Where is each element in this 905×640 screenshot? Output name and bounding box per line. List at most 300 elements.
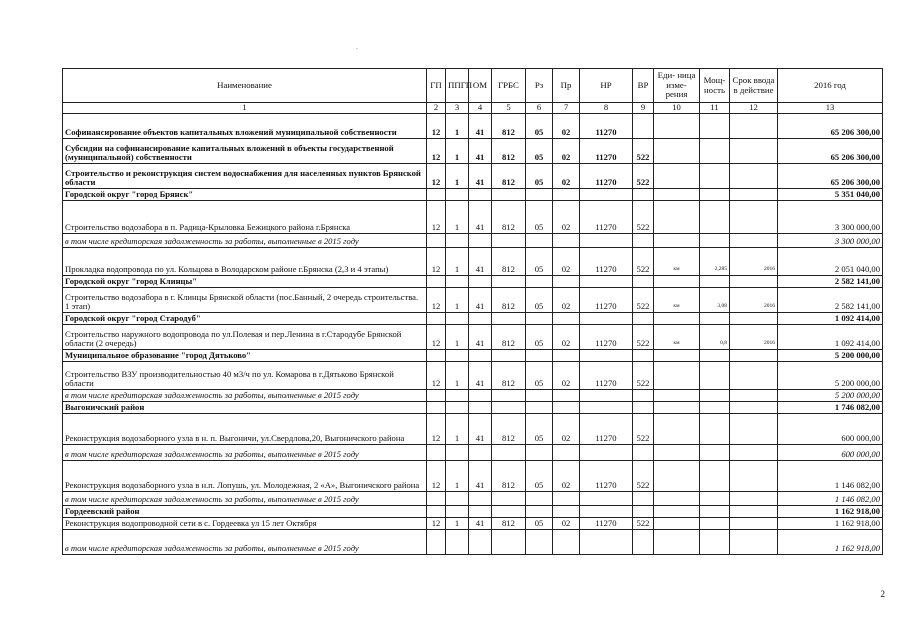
row-rz-cell [526,350,553,362]
row-gp-cell [427,530,446,555]
row-rz-cell [526,313,553,325]
row-vr-cell [633,189,654,201]
row-name-cell: Прокладка водопровода по ул. Кольцова в Володарском районе г.Брянска (2,3 и 4 этапы) [63,248,427,276]
row-pr-cell: 02 [553,414,580,445]
row-unit-cell [654,362,700,390]
row-capacity-cell [700,276,730,288]
row-om-cell: 41 [469,201,492,234]
row-term-cell [730,445,778,461]
row-rz-cell: 05 [526,201,553,234]
row-ppgp-cell: 1 [446,114,469,139]
row-grbs-cell: 812 [492,461,526,492]
row-term-cell [730,350,778,362]
row-capacity-cell [700,164,730,189]
row-grbs-cell: 812 [492,201,526,234]
table-row [63,313,883,325]
row-ppgp-cell [446,530,469,555]
col-number: 13 [778,103,883,114]
row-pr-cell: 02 [553,114,580,139]
row-term-cell [730,276,778,288]
row-nr-cell: 11270 [580,362,633,390]
row-pr-cell [553,276,580,288]
row-name-cell: Субсидии на софинансирование капитальных вложений в объекты государственной (муниципальной) собственности [63,139,427,164]
row-unit-cell [654,461,700,492]
row-capacity-cell [700,139,730,164]
row-amount-cell: 1 746 082,00 [778,402,883,414]
row-pr-cell: 02 [553,362,580,390]
row-unit-cell: км [654,325,700,350]
row-nr-cell [580,402,633,414]
row-nr-cell: 11270 [580,201,633,234]
row-amount-cell: 1 162 918,00 [778,518,883,530]
row-vr-cell [633,313,654,325]
row-grbs-cell [492,530,526,555]
row-amount-cell: 1 146 082,00 [778,461,883,492]
row-om-cell: 41 [469,518,492,530]
row-unit-cell [654,506,700,518]
table-row [63,445,883,461]
row-capacity-cell [700,114,730,139]
row-om-cell [469,313,492,325]
row-name-cell: в том числе кредиторская задолженность за работы, выполненные в 2015 году [63,445,427,461]
row-vr-cell: 522 [633,288,654,313]
row-capacity-cell [700,313,730,325]
row-nr-cell: 11270 [580,248,633,276]
row-rz-cell: 05 [526,248,553,276]
row-nr-cell [580,492,633,506]
row-ppgp-cell: 1 [446,461,469,492]
row-om-cell [469,390,492,402]
row-ppgp-cell [446,492,469,506]
row-ppgp-cell: 1 [446,164,469,189]
row-vr-cell: 522 [633,325,654,350]
row-om-cell [469,234,492,248]
col-header-unit: Еди- ница изме- рения [654,69,700,103]
row-grbs-cell [492,350,526,362]
row-gp-cell: 12 [427,114,446,139]
row-capacity-cell [700,390,730,402]
table-row [63,114,883,139]
row-unit-cell [654,164,700,189]
row-unit-cell [654,518,700,530]
row-capacity-cell [700,461,730,492]
row-rz-cell [526,276,553,288]
row-name-cell: Выгоничский район [63,402,427,414]
table-row [63,248,883,276]
row-amount-cell: 600 000,00 [778,414,883,445]
row-rz-cell [526,445,553,461]
row-nr-cell: 11270 [580,518,633,530]
row-om-cell [469,445,492,461]
row-nr-cell [580,350,633,362]
row-amount-cell: 1 162 918,00 [778,530,883,555]
row-pr-cell: 02 [553,518,580,530]
row-capacity-cell [700,414,730,445]
row-pr-cell [553,530,580,555]
row-om-cell [469,402,492,414]
row-name-cell: Городской округ "город Клинцы" [63,276,427,288]
row-om-cell: 41 [469,461,492,492]
row-unit-cell [654,414,700,445]
row-om-cell [469,506,492,518]
row-gp-cell [427,506,446,518]
row-om-cell [469,189,492,201]
row-pr-cell: 02 [553,325,580,350]
row-om-cell [469,276,492,288]
row-grbs-cell [492,492,526,506]
row-nr-cell: 11270 [580,114,633,139]
row-amount-cell: 5 200 000,00 [778,350,883,362]
row-grbs-cell: 812 [492,288,526,313]
row-amount-cell: 5 200 000,00 [778,390,883,402]
row-pr-cell [553,390,580,402]
row-pr-cell [553,313,580,325]
row-vr-cell [633,445,654,461]
row-term-cell: 2016 [730,248,778,276]
row-gp-cell: 12 [427,362,446,390]
row-grbs-cell: 812 [492,114,526,139]
row-term-cell [730,506,778,518]
row-rz-cell: 05 [526,325,553,350]
col-header-nr: НР [580,69,633,103]
row-vr-cell [633,402,654,414]
row-rz-cell [526,189,553,201]
row-rz-cell: 05 [526,139,553,164]
row-rz-cell [526,402,553,414]
row-name-cell: Софинансирование объектов капитальных вложений муниципальной собственности [63,114,427,139]
row-ppgp-cell: 1 [446,201,469,234]
col-number: 2 [427,103,446,114]
row-ppgp-cell [446,506,469,518]
row-rz-cell: 05 [526,288,553,313]
row-vr-cell: 522 [633,139,654,164]
row-unit-cell [654,139,700,164]
row-amount-cell: 65 206 300,00 [778,139,883,164]
row-vr-cell: 522 [633,201,654,234]
row-unit-cell [654,390,700,402]
row-rz-cell: 05 [526,518,553,530]
table-row [63,414,883,445]
row-pr-cell: 02 [553,139,580,164]
row-vr-cell [633,506,654,518]
row-ppgp-cell [446,402,469,414]
row-gp-cell: 12 [427,518,446,530]
page-number: 2 [880,589,885,599]
col-number: 9 [633,103,654,114]
row-rz-cell [526,492,553,506]
row-term-cell [730,414,778,445]
row-om-cell: 41 [469,248,492,276]
page-mark: . [356,42,358,51]
row-ppgp-cell [446,445,469,461]
row-term-cell [730,492,778,506]
row-term-cell [730,313,778,325]
row-vr-cell: 522 [633,461,654,492]
row-term-cell: 2016 [730,288,778,313]
row-gp-cell: 12 [427,139,446,164]
row-grbs-cell [492,390,526,402]
row-grbs-cell: 812 [492,248,526,276]
row-capacity-cell [700,445,730,461]
row-gp-cell: 12 [427,164,446,189]
row-rz-cell: 05 [526,164,553,189]
row-rz-cell [526,390,553,402]
header-row [63,69,883,103]
row-capacity-cell [700,402,730,414]
row-amount-cell: 2 582 141,00 [778,288,883,313]
row-grbs-cell: 812 [492,164,526,189]
row-nr-cell [580,234,633,248]
row-name-cell: Гордеевский район [63,506,427,518]
row-ppgp-cell: 1 [446,518,469,530]
row-amount-cell: 5 200 000,00 [778,362,883,390]
row-rz-cell: 05 [526,414,553,445]
row-term-cell [730,234,778,248]
column-number-row [63,103,883,114]
row-nr-cell: 11270 [580,139,633,164]
row-amount-cell: 1 146 082,00 [778,492,883,506]
row-capacity-cell [700,201,730,234]
row-amount-cell: 3 300 000,00 [778,201,883,234]
row-name-cell: в том числе кредиторская задолженность за работы, выполненные в 2015 году [63,530,427,555]
row-pr-cell [553,189,580,201]
table-row [63,350,883,362]
row-capacity-cell [700,518,730,530]
row-term-cell [730,362,778,390]
row-unit-cell [654,234,700,248]
row-capacity-cell [700,350,730,362]
row-gp-cell [427,189,446,201]
table-row [63,288,883,313]
row-gp-cell [427,402,446,414]
row-name-cell: Городской округ "город Стародуб" [63,313,427,325]
table-row [63,506,883,518]
row-unit-cell [654,492,700,506]
row-pr-cell [553,492,580,506]
col-header-ppgp: ППГП [446,69,469,103]
row-amount-cell: 1 092 414,00 [778,313,883,325]
row-nr-cell [580,189,633,201]
table-row [63,201,883,234]
row-vr-cell [633,390,654,402]
row-ppgp-cell: 1 [446,288,469,313]
row-rz-cell [526,530,553,555]
row-vr-cell [633,350,654,362]
col-number: 7 [553,103,580,114]
row-vr-cell [633,530,654,555]
budget-table [62,68,883,555]
table-row [63,390,883,402]
table-row [63,234,883,248]
row-unit-cell [654,313,700,325]
row-pr-cell [553,506,580,518]
col-number: 5 [492,103,526,114]
row-unit-cell [654,445,700,461]
row-unit-cell [654,201,700,234]
row-gp-cell [427,276,446,288]
col-header-gp: ГП [427,69,446,103]
table-row [63,492,883,506]
row-pr-cell: 02 [553,248,580,276]
row-term-cell [730,189,778,201]
table-row [63,518,883,530]
table-row [63,461,883,492]
row-nr-cell: 11270 [580,461,633,492]
row-pr-cell: 02 [553,461,580,492]
row-nr-cell [580,506,633,518]
row-name-cell: Строительство наружного водопровода по ул.Полевая и пер.Ленина в г.Стародубе Брянской области (2 очередь) [63,325,427,350]
row-grbs-cell [492,506,526,518]
row-name-cell: Строительство и реконструкция систем водоснабжения для населенных пунктов Брянской области [63,164,427,189]
col-header-grbs: ГРБС [492,69,526,103]
row-nr-cell [580,530,633,555]
row-unit-cell [654,189,700,201]
row-term-cell [730,518,778,530]
row-amount-cell: 600 000,00 [778,445,883,461]
row-gp-cell [427,313,446,325]
row-term-cell [730,402,778,414]
row-unit-cell [654,402,700,414]
row-gp-cell: 12 [427,461,446,492]
table-row [63,139,883,164]
row-capacity-cell [700,189,730,201]
row-unit-cell [654,350,700,362]
row-name-cell: Муниципальное образование "город Дятьково" [63,350,427,362]
row-ppgp-cell: 1 [446,325,469,350]
row-ppgp-cell [446,234,469,248]
row-amount-cell: 2 582 141,00 [778,276,883,288]
row-nr-cell: 11270 [580,414,633,445]
table-row [63,530,883,555]
row-nr-cell [580,445,633,461]
row-name-cell: Городской округ "город Брянск" [63,189,427,201]
row-nr-cell [580,313,633,325]
row-vr-cell [633,276,654,288]
col-header-amount: 2016 год [778,69,883,103]
row-nr-cell: 11270 [580,164,633,189]
row-ppgp-cell [446,390,469,402]
col-header-om: ОМ [469,69,492,103]
row-name-cell: Строительство ВЗУ производительностью 40 м3/ч по ул. Комарова в г.Дятьково Брянской области [63,362,427,390]
col-number: 4 [469,103,492,114]
col-header-capacity: Мощ- ность [700,69,730,103]
row-nr-cell: 11270 [580,325,633,350]
col-number: 6 [526,103,553,114]
table-row [63,362,883,390]
row-amount-cell: 3 300 000,00 [778,234,883,248]
row-pr-cell: 02 [553,288,580,313]
row-rz-cell: 05 [526,461,553,492]
row-gp-cell [427,445,446,461]
row-grbs-cell: 812 [492,325,526,350]
row-om-cell: 41 [469,362,492,390]
row-name-cell: Строительство водозабора в г. Клинцы Брянской области (пос.Банный, 2 очередь строительства. 1 этап) [63,288,427,313]
col-number: 3 [446,103,469,114]
col-header-vr: ВР [633,69,654,103]
row-rz-cell: 05 [526,362,553,390]
row-grbs-cell [492,276,526,288]
row-unit-cell [654,114,700,139]
col-number: 11 [700,103,730,114]
row-capacity-cell [700,530,730,555]
row-term-cell: 2016 [730,325,778,350]
row-unit-cell: км [654,248,700,276]
row-grbs-cell [492,402,526,414]
row-nr-cell [580,390,633,402]
row-capacity-cell: 3,08 [700,288,730,313]
row-om-cell [469,350,492,362]
row-ppgp-cell [446,276,469,288]
row-amount-cell: 1 092 414,00 [778,325,883,350]
row-grbs-cell: 812 [492,139,526,164]
col-number: 1 [63,103,427,114]
row-amount-cell: 65 206 300,00 [778,164,883,189]
row-name-cell: Реконструкция водозаборного узла в н.п. Лопушь, ул. Молодежная, 2 «А», Выгоничского района [63,461,427,492]
row-capacity-cell [700,234,730,248]
row-vr-cell: 522 [633,518,654,530]
row-om-cell [469,492,492,506]
row-vr-cell: 522 [633,164,654,189]
row-name-cell: Реконструкция водозаборного узла в н. п. Выгоничи, ул.Свердлова,20, Выгоничского района [63,414,427,445]
col-header-rz: Рз [526,69,553,103]
row-om-cell: 41 [469,164,492,189]
row-rz-cell [526,234,553,248]
row-om-cell: 41 [469,114,492,139]
row-term-cell [730,114,778,139]
table-row [63,189,883,201]
row-unit-cell [654,276,700,288]
row-capacity-cell: 2,285 [700,248,730,276]
row-pr-cell: 02 [553,201,580,234]
col-number: 8 [580,103,633,114]
col-header-name: Наименование [63,69,427,103]
row-ppgp-cell: 1 [446,139,469,164]
row-capacity-cell: 0,8 [700,325,730,350]
row-om-cell: 41 [469,325,492,350]
row-pr-cell [553,234,580,248]
row-ppgp-cell [446,189,469,201]
row-pr-cell [553,445,580,461]
row-ppgp-cell: 1 [446,248,469,276]
row-vr-cell: 522 [633,362,654,390]
row-rz-cell [526,506,553,518]
row-name-cell: в том числе кредиторская задолженность за работы, выполненные в 2015 году [63,390,427,402]
row-om-cell: 41 [469,288,492,313]
table-row [63,402,883,414]
row-term-cell [730,390,778,402]
row-nr-cell [580,276,633,288]
row-grbs-cell: 812 [492,414,526,445]
table-row [63,164,883,189]
row-capacity-cell [700,506,730,518]
col-number: 10 [654,103,700,114]
row-term-cell [730,530,778,555]
row-capacity-cell [700,362,730,390]
row-ppgp-cell: 1 [446,414,469,445]
row-amount-cell: 65 206 300,00 [778,114,883,139]
row-vr-cell: 522 [633,248,654,276]
table-row [63,276,883,288]
row-name-cell: Строительство водозабора в п. Радица-Крыловка Бежицкого района г.Брянска [63,201,427,234]
row-om-cell: 41 [469,139,492,164]
row-ppgp-cell [446,350,469,362]
row-gp-cell [427,492,446,506]
row-gp-cell: 12 [427,248,446,276]
row-gp-cell [427,390,446,402]
row-grbs-cell: 812 [492,362,526,390]
row-ppgp-cell [446,313,469,325]
row-amount-cell: 2 051 040,00 [778,248,883,276]
